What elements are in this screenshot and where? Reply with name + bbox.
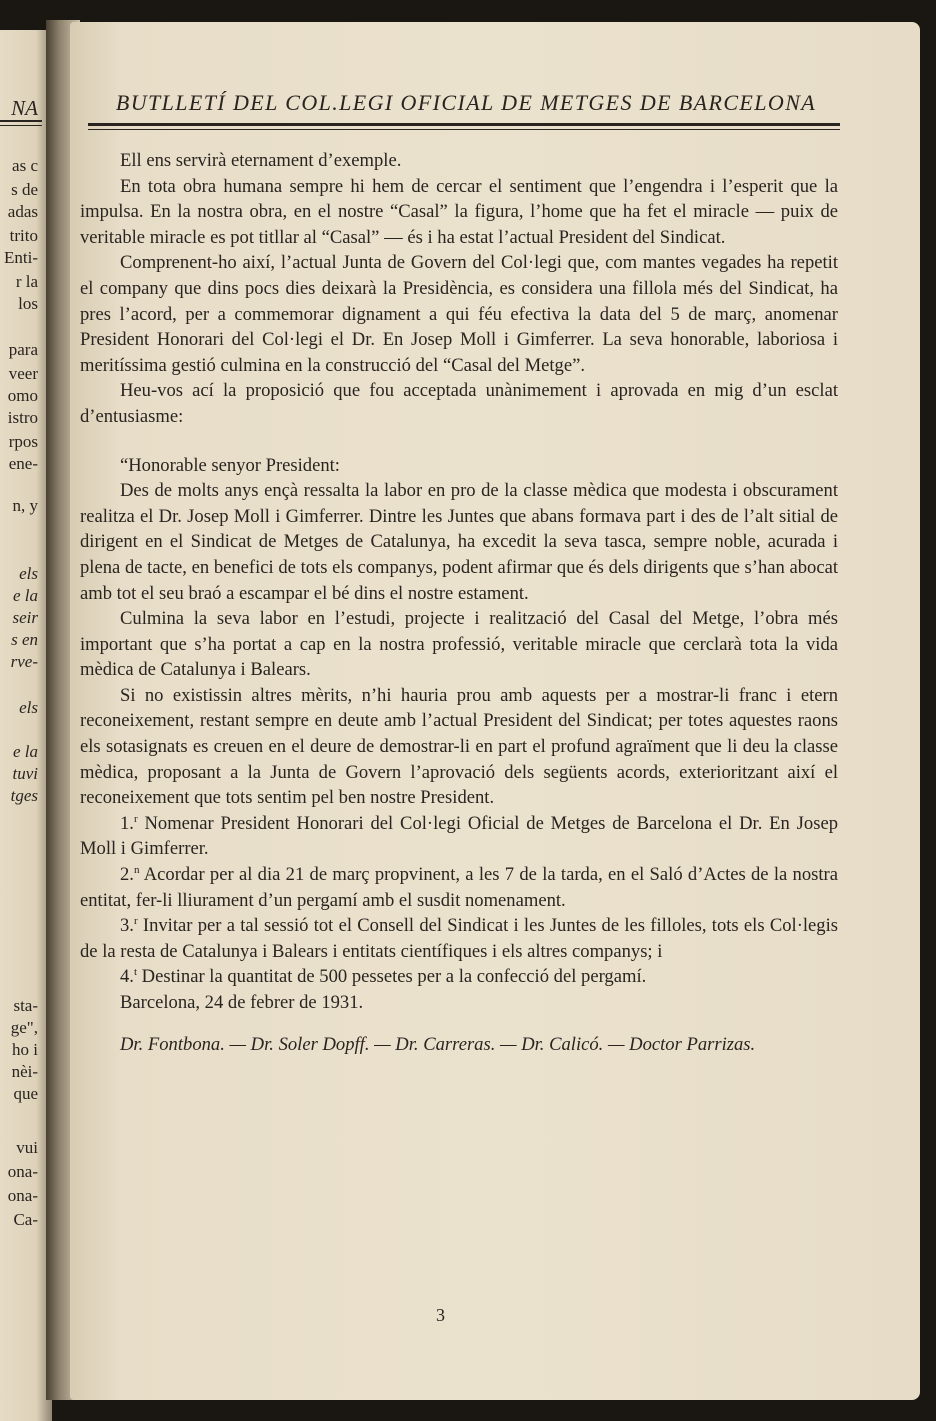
date-line: Barcelona, 24 de febrer de 1931. — [120, 992, 364, 1013]
paragraph: Des de molts anys ençà ressalta la labor en pro de la classe mèdica que modesta i obscurament realitza el Dr. Josep Moll i Gimferrer. Dintre les Juntes que abans formava part i des de l’alt sitial de dirigent en el Sindicat de Metges de Catalunya, ha excedit la seva tasca, sempre noble, acurada i plena de tacte, en benefici de tots els companys, podent afirmar que és dels dirigents que s’han abocat amb tot el seu braó a escampar el bé dins el nostre estament. — [80, 480, 838, 604]
list-item — [80, 913, 838, 964]
item-ordinal: r — [133, 812, 138, 825]
item-ordinal: n — [133, 863, 140, 876]
paragraph: En tota obra humana sempre hi hem de cercar el sentiment que l’engendra i l’esperit que la impulsa. En la nostra obra, en el nostre “Casal” la figura, l’home que ha fet el miracle — puix de veritable miracle es pot titllar al “Casal” — és i ha estat l’actual President del Sindicat. — [80, 175, 838, 248]
paragraph: Heu-vos ací la proposició que fou acceptada unànimement i aprovada en mig d’un esclat d’entusiasme: — [80, 380, 838, 427]
item-ordinal: r — [133, 915, 138, 928]
facing-page-fragment: seir — [12, 608, 38, 627]
signatures: Dr. Fontbona. — Dr. Soler Dopff. — Dr. Carreras. — Dr. Calicó. — Doctor Parrizas. — [120, 1033, 756, 1055]
facing-page-rule — [0, 120, 42, 122]
facing-page-fragment: s de — [11, 180, 38, 199]
header-rule — [88, 123, 840, 126]
facing-page-rule — [0, 125, 42, 126]
facing-page-fragment: ene- — [8, 454, 38, 473]
item-ordinal: t — [133, 966, 138, 979]
facing-page-fragment: istro — [7, 408, 38, 427]
facing-page-fragment: NA — [11, 96, 38, 120]
facing-page-fragment: n, y — [12, 496, 38, 515]
facing-page-fragment: ona- — [7, 1162, 38, 1181]
item-number: 4. — [120, 966, 134, 988]
facing-page-fragment: los — [18, 294, 38, 313]
facing-page-fragment: para — [8, 340, 38, 359]
item-text: Acordar per al dia 21 de març propvinent, a les 7 de la tarda, en el Saló d’Actes de la nostra entitat, fer-li lliurament d’un pergamí amb el susdit nomenament. — [80, 864, 838, 911]
list-item — [80, 964, 838, 990]
body-text — [80, 148, 838, 1057]
facing-page-fragment: Ca- — [13, 1210, 38, 1229]
facing-page-fragment: omo — [7, 386, 38, 405]
item-text: Nomenar President Honorari del Col·legi Oficial de Metges de Barcelona el Dr. En Josep Moll i Gimferrer. — [80, 812, 838, 860]
facing-page-fragment: rpos — [8, 432, 38, 451]
facing-page-fragment: que — [13, 1084, 38, 1103]
proposal-salutation: “Honorable senyor President: — [120, 454, 340, 476]
paragraph: Comprenent-ho així, l’actual Junta de Govern del Col·legi que, com mantes vegades ha repetit el company que dins pocs dies deixarà la Presidència, es considera una fillola més del Sindicat, ha pres l’acord, per a commemorar dignament a qui féu efectiva la data del 5 de març, anomenar President Honorari del Col·legi el Dr. En Josep Moll i Gimferrer. La seva honorable, laboriosa i meritíssima gestió culmina en la construcció del “Casal del Metge”. — [80, 252, 838, 376]
list-item — [80, 862, 838, 913]
facing-page-fragment: els — [19, 564, 38, 583]
facing-page-fragment: tuvi — [12, 764, 38, 783]
facing-page-fragment: s en — [11, 630, 38, 649]
facing-page-fragment: as c — [12, 156, 38, 175]
facing-page-fragment: els — [19, 698, 38, 717]
page-number: 3 — [436, 1305, 445, 1325]
list-item — [80, 811, 838, 862]
facing-page-fragment: r la — [15, 272, 38, 291]
facing-page-fragment: vui — [16, 1138, 38, 1157]
facing-page-fragment: ge", — [10, 1018, 38, 1037]
paragraph: Si no existissin altres mèrits, n’hi hauria prou amb aquests per a mostrar-li franc i etern reconeixement, restant sempre en deute amb l’actual President del Sindicat; per totes aquestes raons els sotasignats es creuen en el deure de demostrar-li en part el profund agraïment que li deu la classe mèdica, proposant a la Junta de Govern l’aprovació dels següents acords, exterioritzant així el reconeixement que tots sentim pel ben nostre President. — [80, 684, 838, 809]
facing-page-fragment: e la — [12, 586, 38, 605]
item-text: Invitar per a tal sessió tot el Consell del Sindicat i les Juntes de les filloles, tots els Col·legis de la resta de Catalunya i Balears i entitats científiques i els altres companys; i — [80, 915, 839, 962]
facing-page-fragment: adas — [7, 202, 38, 221]
facing-page-fragment: ona- — [7, 1186, 38, 1205]
facing-page-fragment: Enti- — [4, 248, 38, 267]
facing-page-fragment: sta- — [13, 996, 38, 1015]
facing-page-fragment: nèi- — [11, 1062, 38, 1081]
running-head: BUTLLETÍ DEL COL.LEGI OFICIAL DE METGES DE BARCELONA — [115, 90, 817, 115]
facing-page-fragment: rve- — [10, 652, 38, 671]
facing-page-edge — [0, 30, 52, 1421]
item-number: 3. — [120, 915, 134, 937]
item-text: Destinar la quantitat de 500 pessetes per a la confecció del pergamí. — [141, 966, 647, 988]
header-rule — [88, 129, 840, 130]
facing-page-fragment: ho i — [12, 1040, 38, 1059]
item-number: 1. — [120, 812, 134, 834]
facing-page-fragment: trito — [9, 226, 38, 245]
facing-page-fragment: e la — [12, 742, 38, 761]
item-number: 2. — [120, 864, 134, 886]
paragraph: Ell ens servirà eternament d’exemple. — [120, 150, 402, 171]
facing-page-fragment: veer — [8, 364, 38, 383]
paragraph: Culmina la seva labor en l’estudi, projecte i realització del Casal del Metge, l’obra més important que s’ha portat a cap en la nostra professió, veritable miracle que cerclarà tota la vida mèdica de Catalunya i Balears. — [80, 608, 838, 681]
facing-page-fragment: tges — [10, 786, 38, 805]
